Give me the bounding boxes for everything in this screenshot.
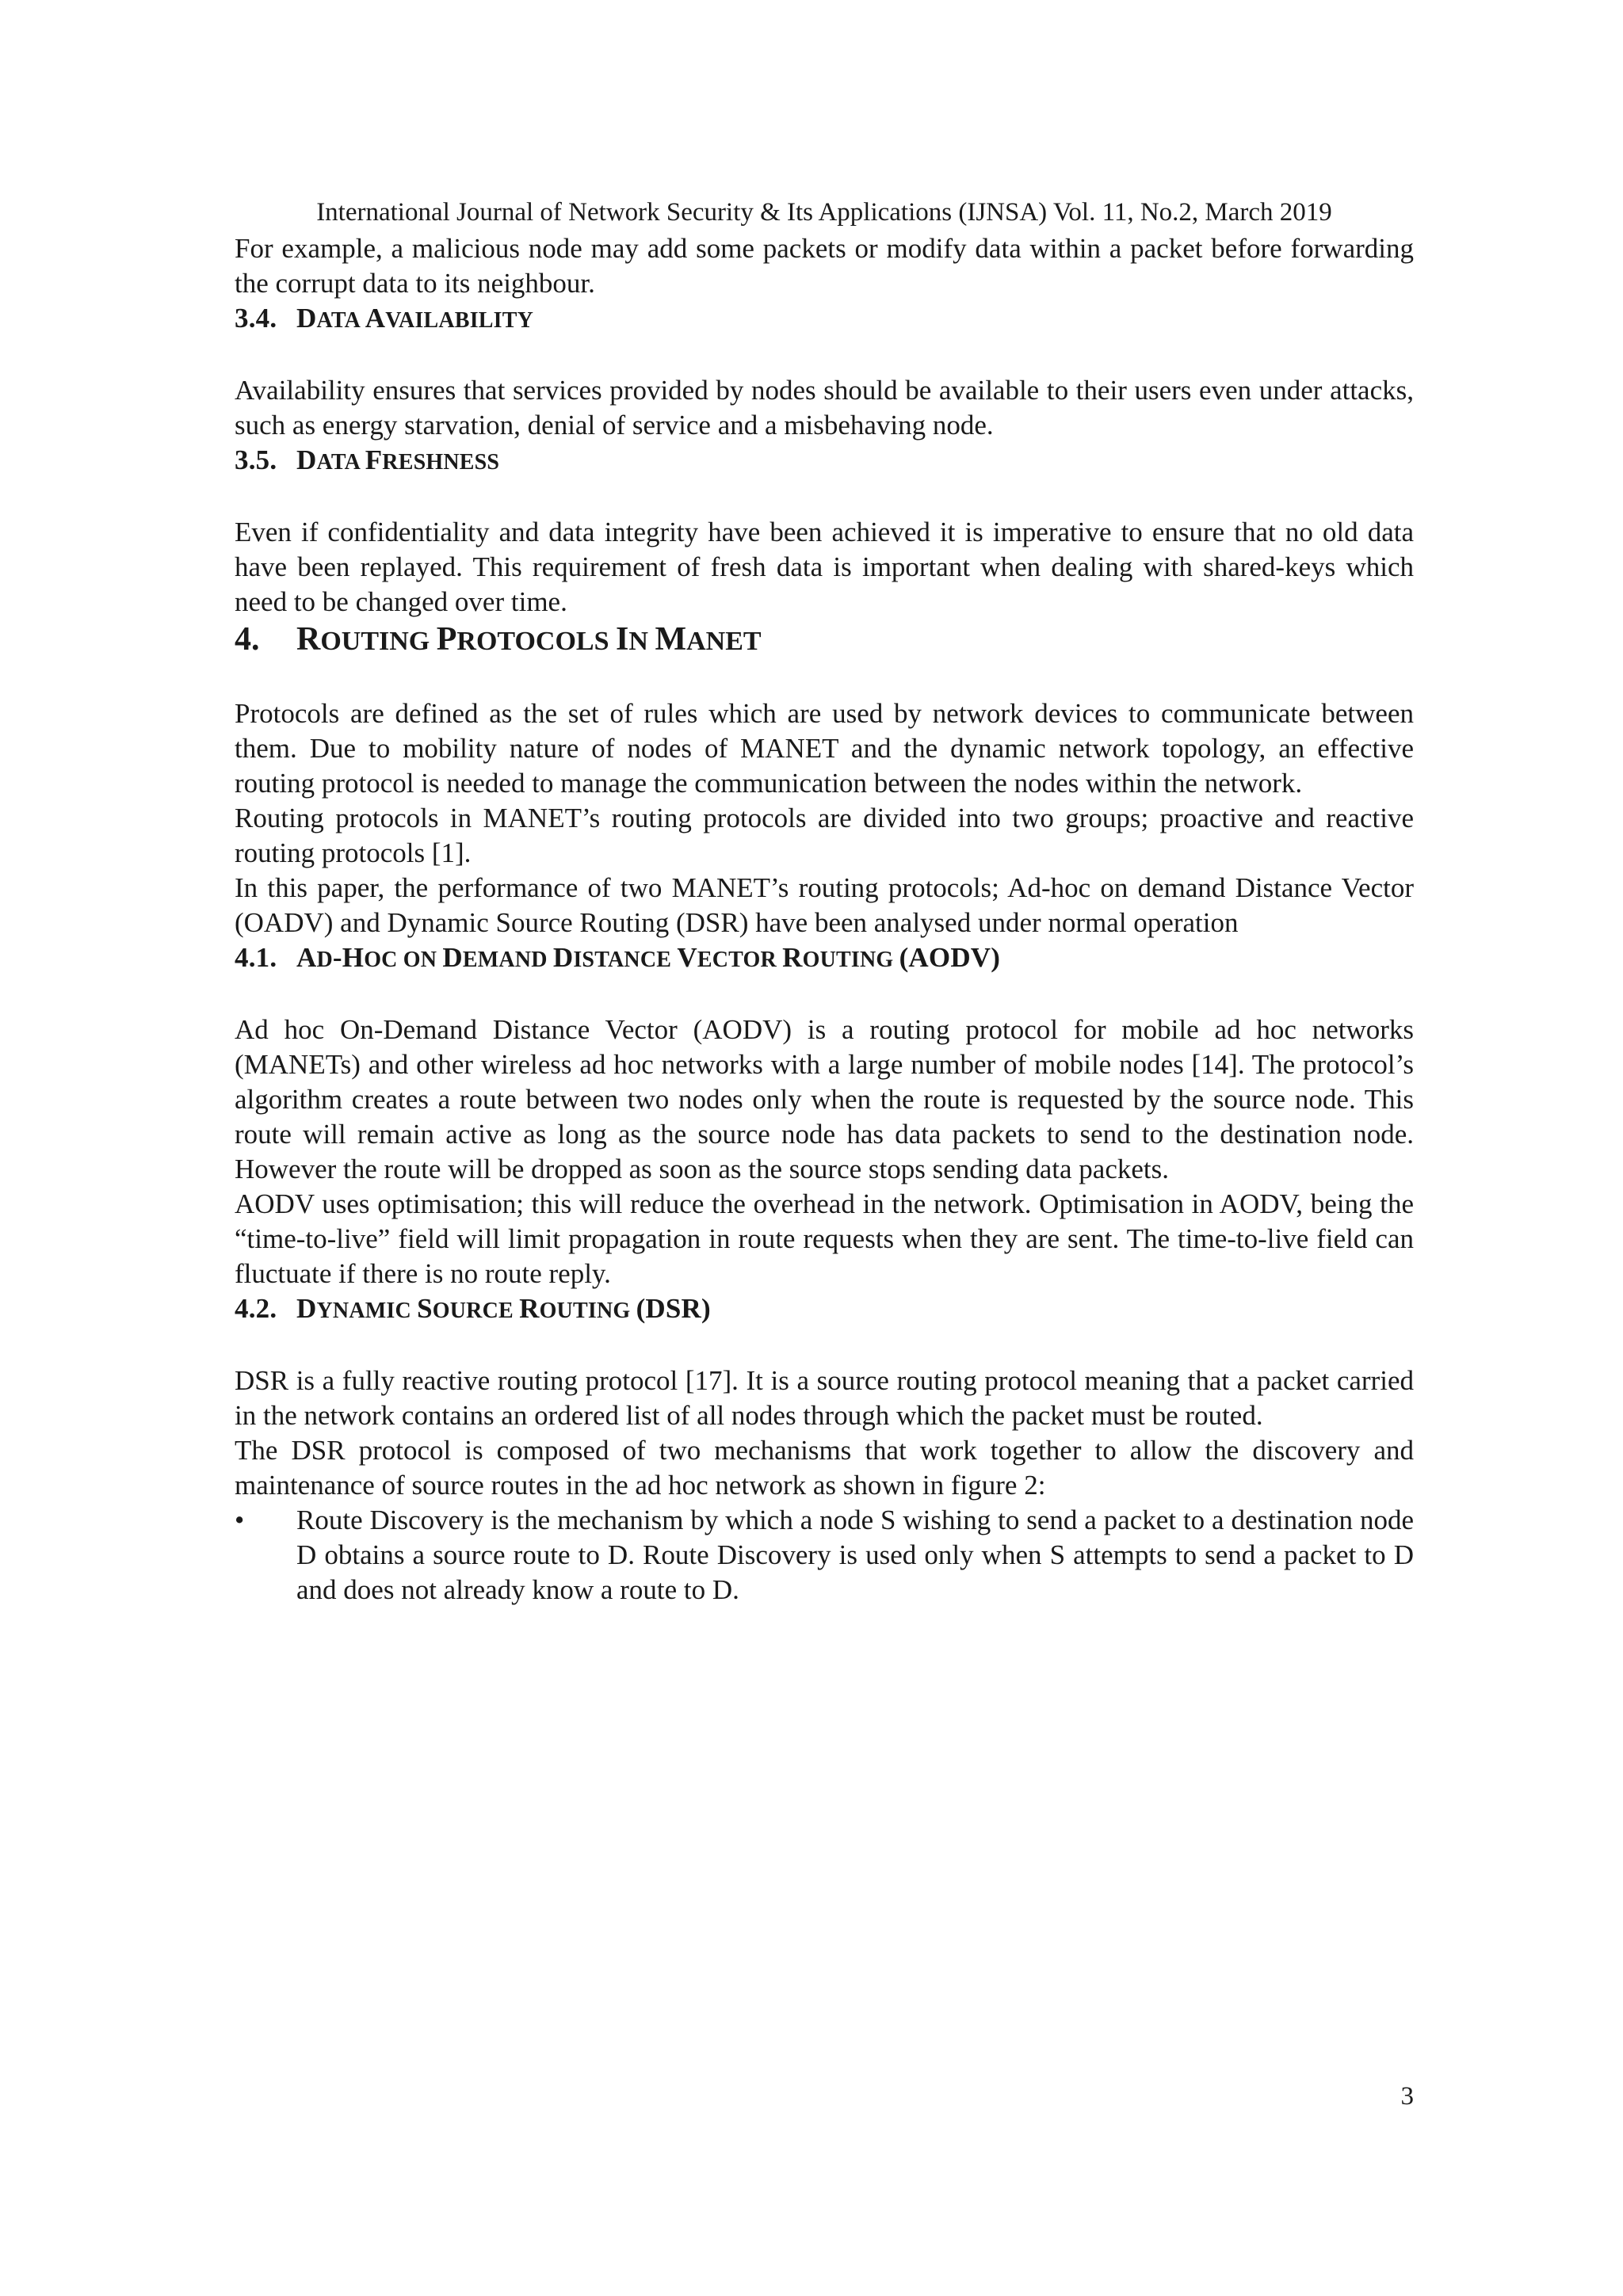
heading-4-2 — [235, 1291, 1414, 1329]
heading-number: 3.4. — [235, 303, 277, 334]
heading-text: D — [296, 1293, 317, 1324]
heading-text: RESHNESS — [382, 450, 500, 475]
heading-text: YNAMIC — [316, 1299, 418, 1323]
heading-text: (DSR) — [636, 1293, 711, 1324]
heading-4-1 — [235, 940, 1414, 978]
heading-text: D — [296, 303, 317, 334]
list-item-text: Route Discovery is the mechanism by which a node S wishing to send a packet to a destination node D obtains a source route to D. Route Discovery is used only when S attempts to send a packet to D and does not already know a route to D. — [296, 1505, 1414, 1605]
page-number: 3 — [1400, 2082, 1414, 2111]
heading-text: R — [296, 621, 321, 658]
heading-4 — [235, 620, 1414, 662]
heading-text: ISTANCE — [573, 948, 678, 972]
heading-number: 4. — [235, 621, 260, 658]
paragraph-routing-groups: Routing protocols in MANET’s routing protocols are divided into two groups; proactive and reactive routing protocols [1]. — [235, 803, 1414, 868]
heading-text: -H — [332, 942, 365, 973]
heading-number: 4.2. — [235, 1293, 277, 1324]
heading-text: D — [442, 942, 463, 973]
heading-text: OUTING — [539, 1299, 636, 1323]
heading-text: R — [519, 1293, 540, 1324]
paragraph-dsr-mechanisms: The DSR protocol is composed of two mechanisms that work together to allow the discovery and maintenance of source routes in the ad hoc network as shown in figure 2: — [235, 1435, 1414, 1501]
heading-text: OUTING — [320, 627, 437, 656]
heading-text: ANET — [686, 627, 762, 656]
heading-text: I — [616, 621, 629, 658]
heading-text: OUTING — [802, 948, 899, 972]
heading-text: OURCE — [432, 1299, 520, 1323]
heading-text: P — [436, 621, 457, 658]
heading-text: D — [316, 948, 333, 972]
heading-text: M — [655, 621, 687, 658]
heading-number: 3.5. — [235, 444, 277, 475]
heading-3-4 — [235, 301, 1414, 338]
heading-text: D — [552, 942, 574, 973]
paragraph-freshness: Even if confidentiality and data integrity have been achieved it is imperative to ensure that no old data have been replayed. This requirement of fresh data is important when dealing with shared-keys which need to be changed over time. — [235, 517, 1414, 617]
bullet-icon: • — [235, 1505, 245, 1535]
heading-text: F — [365, 444, 383, 475]
paragraph-aodv-optimisation: AODV uses optimisation; this will reduce the overhead in the network. Optimisation in AODV, being the “time-to-live” field will limit propagation in route requests when they are sent. The time-to-live field can fluctuate if there is no route reply. — [235, 1188, 1414, 1289]
running-header: International Journal of Network Security & Its Applications (IJNSA) Vol. 11, No.2, March 2019 — [316, 198, 1332, 227]
heading-text: ATA — [316, 308, 365, 333]
heading-text: A — [365, 303, 386, 334]
heading-text: V — [677, 942, 697, 973]
paragraph-protocols: Protocols are defined as the set of rules which are used by network devices to communicate between them. Due to mobility nature of nodes of MANET and the dynamic network topology, an effective routing protocol is needed to manage the communication between the nodes within the network. — [235, 698, 1414, 799]
heading-text: D — [296, 444, 317, 475]
list-item — [235, 1503, 1414, 1608]
heading-text: (AODV) — [899, 942, 1001, 973]
heading-text: ROTOCOLS — [456, 627, 617, 656]
heading-text: A — [296, 942, 317, 973]
heading-text: ATA — [316, 450, 365, 475]
paragraph-dsr-intro: DSR is a fully reactive routing protocol [17]. It is a source routing protocol meaning that a packet carried in the network contains an ordered list of all nodes through which the packet must be routed. — [235, 1365, 1414, 1431]
heading-text: N — [628, 627, 655, 656]
heading-text: OC ON — [364, 948, 443, 972]
paragraph-this-paper: In this paper, the performance of two MANET’s routing protocols; Ad-hoc on demand Distance Vector (OADV) and Dynamic Source Routing (DSR) have been analysed under normal operation — [235, 872, 1414, 938]
heading-number: 4.1. — [235, 942, 277, 973]
heading-text: EMAND — [462, 948, 553, 972]
heading-text: ECTOR — [697, 948, 783, 972]
intro-paragraph: For example, a malicious node may add some packets or modify data within a packet before forwarding the corrupt data to its neighbour. — [235, 233, 1414, 299]
heading-text: S — [417, 1293, 433, 1324]
heading-text: VAILABILITY — [385, 308, 534, 333]
heading-3-5 — [235, 443, 1414, 480]
paragraph-aodv-intro: Ad hoc On-Demand Distance Vector (AODV) is a routing protocol for mobile ad hoc networks (MANETs) and other wireless ad hoc networks with a large number of mobile nodes [14]. The protocol’s algorithm creates a route between two nodes only when the route is requested by the source node. This route will remain active as long as the source node has data packets to send to the destination node. However the route will be dropped as soon as the source stops sending data packets. — [235, 1014, 1414, 1184]
paragraph-availability: Availability ensures that services provided by nodes should be available to their users even under attacks, such as energy starvation, denial of service and a misbehaving node. — [235, 375, 1414, 441]
page-content — [235, 231, 1414, 1608]
heading-text: R — [782, 942, 803, 973]
